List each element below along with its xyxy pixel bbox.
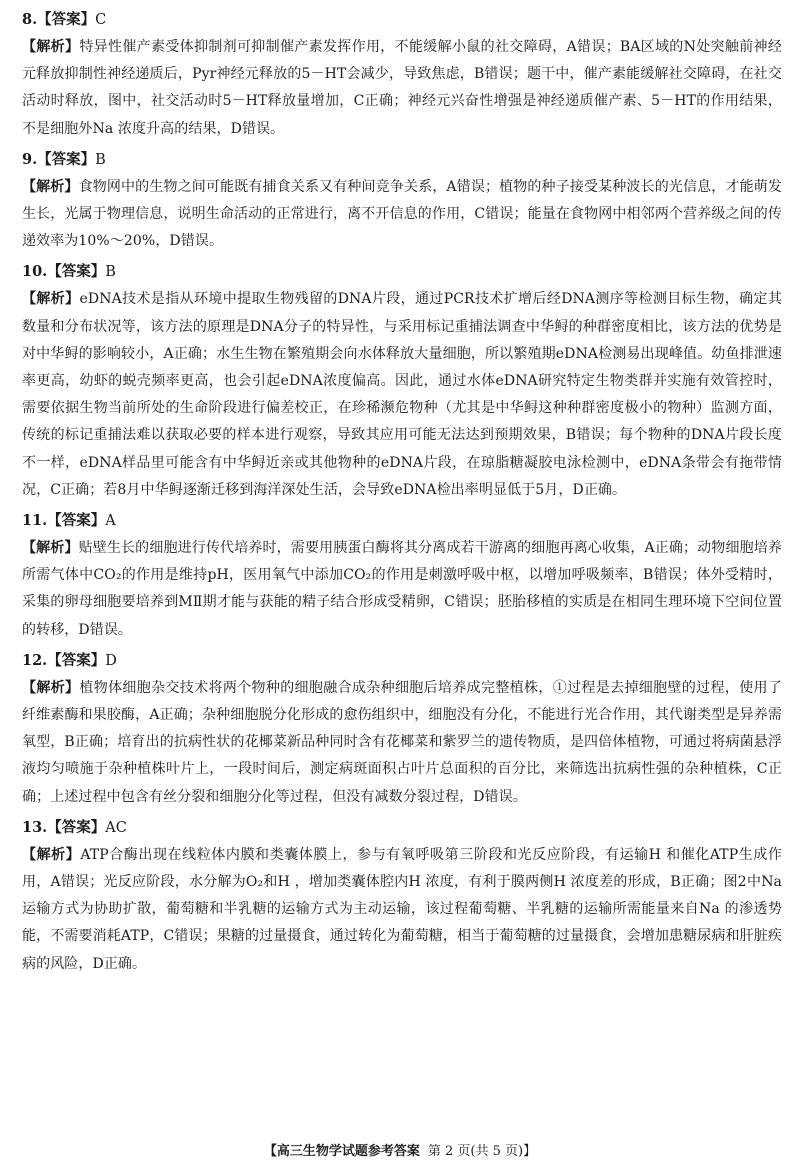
answer-tag: 【答案】 xyxy=(47,651,106,669)
answer-value: D xyxy=(105,652,117,669)
question-number: 8. xyxy=(22,11,38,28)
page-footer xyxy=(0,1140,800,1159)
explanation-text: 特异性催产素受体抑制剂可抑制催产素发挥作用，不能缓解小鼠的社交障碍，A错误；BA区域的N处突触前神经元释放抑制性神经递质后，Pyr神经元释放的5－HT会减少，导致焦虑，B错误；题干中，催产素能缓解社交障碍，在社交活动时释放，图中，社交活动时5－HT释放量增加，C正确；神经元兴奋性增强是神经递质催产素、5－HT的作用结果，不是细胞外Na 浓度升高的结果，D错误。 xyxy=(22,39,782,137)
explanation-text: 植物体细胞杂交技术将两个物种的细胞融合成杂种细胞后培养成完整植株，①过程是去掉细胞壁的过程，使用了纤维素酶和果胶酶，A正确；杂种细胞脱分化形成的愈伤组织中，细胞没有分化，不能进行光合作用，其代谢类型是异养需氧型，B正确；培育出的抗病性状的花椰菜新品种同时含有花椰菜和紫罗兰的遗传物质，是四倍体植物，可通过将病菌悬浮液均匀喷施于杂种植株叶片上，一段时间后，测定病斑面积占叶片总面积的百分比，来筛选出抗病性强的杂种植株，C正确；上述过程中包含有丝分裂和细胞分化等过程，但没有减数分裂过程，D错误。 xyxy=(22,679,782,805)
explanation xyxy=(22,842,782,978)
answer-line xyxy=(22,6,782,34)
answer-value: A xyxy=(105,513,116,530)
answer-value: AC xyxy=(105,819,127,836)
answer-tag: 【答案】 xyxy=(37,11,96,28)
answer-line xyxy=(22,258,782,286)
answer-value: B xyxy=(105,264,116,281)
question-block-10 xyxy=(22,258,782,504)
explanation xyxy=(22,535,782,644)
explanation xyxy=(22,34,782,143)
explanation-tag: 【解析】 xyxy=(22,846,81,863)
explanation-text: 贴壁生长的细胞进行传代培养时，需要用胰蛋白酶将其分离成若干游离的细胞再离心收集，A正确；动物细胞培养所需气体中CO₂的作用是维持pH，医用氧气中添加CO₂的作用是刺激呼吸中枢，以增加呼吸频率，B错误；体外受精时，采集的卵母细胞要培养到MⅡ期才能与获能的精子结合形成受精卵，C错误；胚胎移植的实质是在相同生理环境下空间位置的转移，D错误。 xyxy=(22,540,782,638)
explanation-tag: 【解析】 xyxy=(22,540,79,557)
answer-content xyxy=(22,6,782,978)
answer-value: C xyxy=(95,12,107,28)
explanation-text: eDNA技术是指从环境中提取生物残留的DNA片段，通过PCR技术扩增后经DNA测序等检测目标生物，确定其数量和分布状况等，该方法的原理是DNA分子的特异性，与采用标记重捕法调查中华鲟的种群密度相比，该方法的优势是对中华鲟的影响较小，A正确；水生生物在繁殖期会向水体释放大量细胞，所以繁殖期eDNA检测易出现峰值。幼鱼排泄速率更高，幼虾的蜕壳频率更高，也会引起eDNA浓度偏高。因此，通过水体eDNA研究特定生物类群并实施有效管控时，需要依据生物当前所处的生命阶段进行偏差校正，在珍稀濒危物种（尤其是中华鲟这种种群密度极小的物种）监测方面，传统的标记重捕法难以获取必要的样本进行观察，导致其应用可能无法达到预期效果，B错误；每个物种的DNA片段长度不一样，eDNA样品里可能含有中华鲟近亲或其他物种的eDNA片段，在琼脂糖凝胶电泳检测中，eDNA条带会有拖带情况，C正确；若8月中华鲟逐渐迁移到海洋深处生活，会导致eDNA检出率明显低于5月，D正确。 xyxy=(22,291,782,498)
answer-line xyxy=(22,647,782,675)
question-block-11 xyxy=(22,507,782,644)
footer-page-number: 第 2 页(共 5 页)】 xyxy=(427,1144,537,1159)
answer-tag: 【答案】 xyxy=(47,818,106,836)
question-number: 9. xyxy=(22,150,38,168)
explanation xyxy=(22,675,782,811)
explanation-tag: 【解析】 xyxy=(22,178,79,195)
question-block-8 xyxy=(22,6,782,143)
explanation xyxy=(22,174,782,256)
question-block-12 xyxy=(22,647,782,811)
question-block-13 xyxy=(22,814,782,978)
answer-tag: 【答案】 xyxy=(47,263,106,281)
explanation xyxy=(22,286,782,504)
question-number: 10. xyxy=(22,263,48,281)
explanation-tag: 【解析】 xyxy=(22,39,80,55)
explanation-text: 食物网中的生物之间可能既有捕食关系又有种间竞争关系，A错误；植物的种子接受某种波长的光信息，才能萌发生长，光属于物理信息，说明生命活动的正常进行，离不开信息的作用，C错误；能量在食物网中相邻两个营养级之间的传递效率为10%～20%，D错误。 xyxy=(22,178,782,250)
answer-line xyxy=(22,814,782,842)
question-number: 12. xyxy=(22,651,48,669)
explanation-text: ATP合酶出现在线粒体内膜和类囊体膜上，参与有氧呼吸第三阶段和光反应阶段，有运输H 和催化ATP生成作用，A错误；光反应阶段，水分解为O₂和H ，增加类囊体腔内H 浓度，有利于膜两侧H 浓度差的形成，B正确；图2中Na 运输方式为协助扩散，葡萄糖和半乳糖的运输方式为主动运输，该过程葡萄糖、半乳糖的运输所需能量来自Na 的渗透势能，不需要消耗ATP，C错误；果糖的过量摄食，通过转化为葡萄糖，相当于葡萄糖的过量摄食，会增加患糖尿病和肝脏疾病的风险，D正确。 xyxy=(22,846,783,972)
answer-line xyxy=(22,146,782,174)
explanation-tag: 【解析】 xyxy=(22,679,80,696)
answer-line xyxy=(22,507,782,535)
question-block-9 xyxy=(22,146,782,256)
question-number: 13. xyxy=(22,818,48,836)
answer-tag: 【答案】 xyxy=(37,150,96,168)
footer-title: 【高三生物学试题参考答案 xyxy=(263,1144,420,1159)
answer-value: B xyxy=(95,151,106,168)
explanation-tag: 【解析】 xyxy=(22,291,80,308)
answer-tag: 【答案】 xyxy=(47,512,106,530)
question-number: 11. xyxy=(22,512,48,530)
